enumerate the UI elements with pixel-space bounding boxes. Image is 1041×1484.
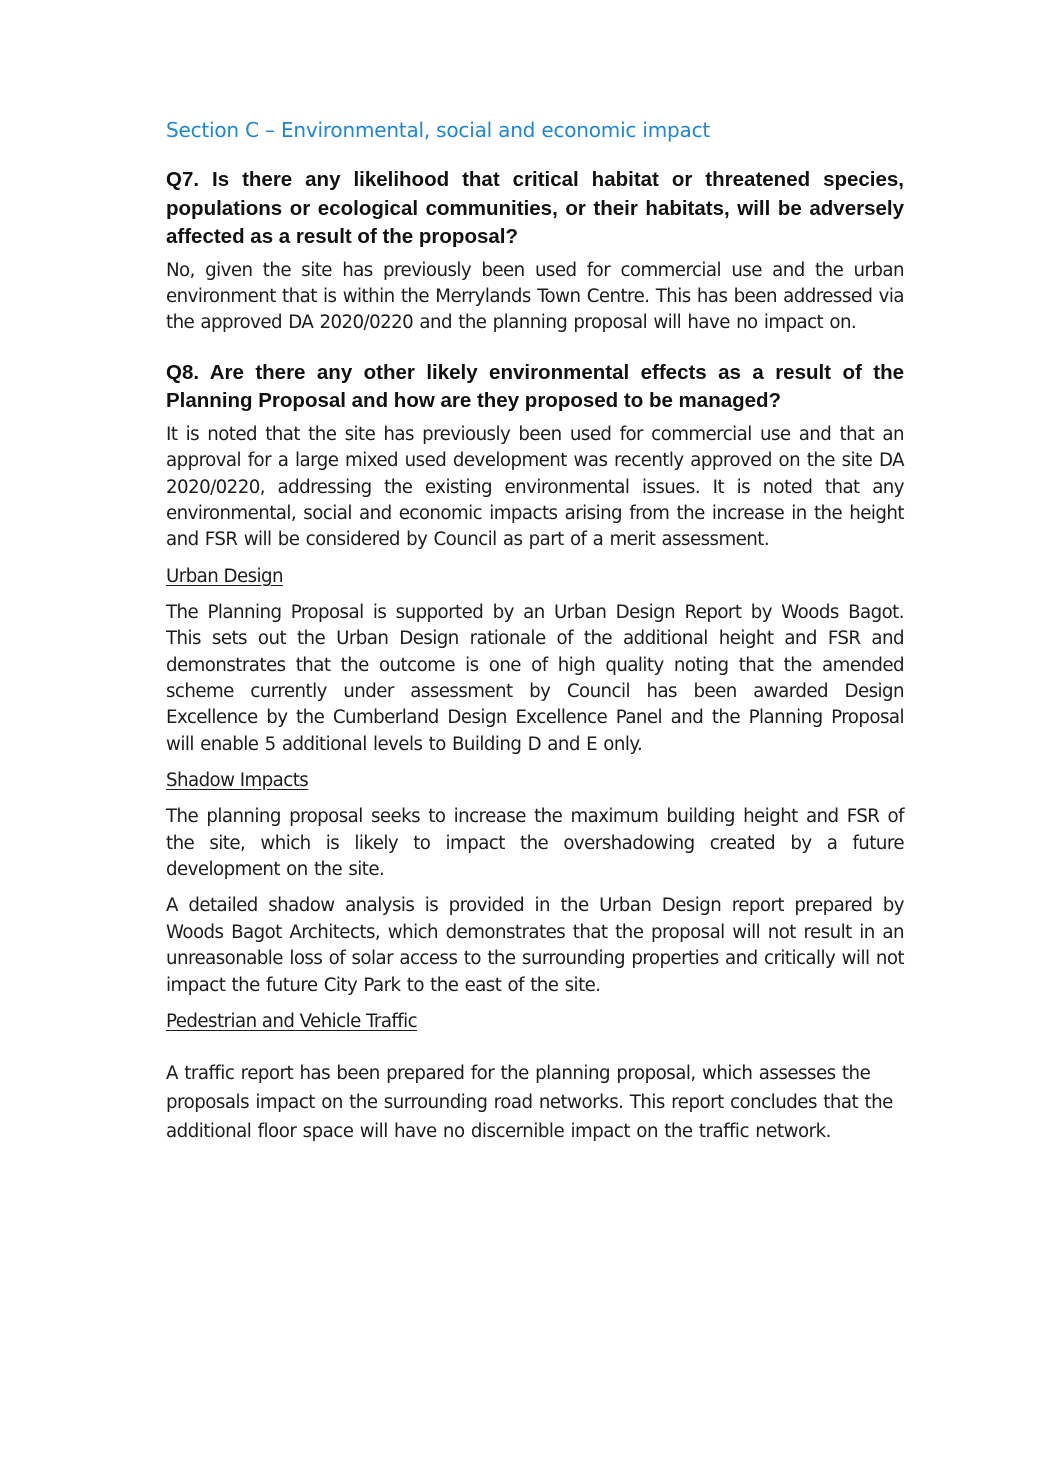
urban-design-heading: Urban Design: [166, 565, 283, 587]
shadow-impacts-heading: Shadow Impacts: [166, 770, 309, 792]
section-heading: Section C – Environmental, social and economic impact: [166, 118, 711, 142]
shadow-impacts-text-1: The planning proposal seeks to increase the maximum building height and FSR of the site, which is likely to impact the overshadowing created by a future development on the site.: [166, 806, 904, 880]
traffic-text: A traffic report has been prepared for the planning proposal, which assesses the proposals impact on the surrounding road networks. This report concludes that the additional floor space will have no discernible impact on the traffic network.: [166, 1063, 893, 1143]
question-q8: Q8. Are there any other likely environmental effects as a result of the Planning Proposal and how are they proposed to be managed?: [166, 360, 904, 413]
question-q7: Q7. Is there any likelihood that critical habitat or threatened species, populations or ecological communities, or their habitats, will be adversely affected as a result of the proposal?: [166, 168, 904, 248]
document-page: [166, 116, 904, 1156]
answer-q8: It is noted that the site has previously been used for commercial use and that an approval for a large mixed used development was recently approved on the site DA 2020/0220, addressing the existing environmental issues. It is noted that any environmental, social and economic impacts arising from the increase in the height and FSR will be considered by Council as part of a merit assessment.: [166, 423, 904, 551]
urban-design-text: The Planning Proposal is supported by an Urban Design Report by Woods Bagot. This sets out the Urban Design rationale of the additional height and FSR and demonstrates that the outcome is one of high quality noting that the amended scheme currently under assessment by Council has been awarded Design Excellence by the Cumberland Design Excellence Panel and the Planning Proposal will enable 5 additional levels to Building D and E only.: [166, 601, 904, 755]
traffic-heading: Pedestrian and Vehicle Traffic: [166, 1011, 418, 1033]
shadow-impacts-text-2: A detailed shadow analysis is provided in the Urban Design report prepared by Woods Bagot Architects, which demonstrates that the proposal will not result in an unreasonable loss of solar access to the surrounding properties and critically will not impact the future City Park to the east of the site.: [166, 895, 904, 996]
answer-q7: No, given the site has previously been used for commercial use and the urban environment that is within the Merrylands Town Centre. This has been addressed via the approved DA 2020/0220 and the planning proposal will have no impact on.: [166, 259, 904, 334]
